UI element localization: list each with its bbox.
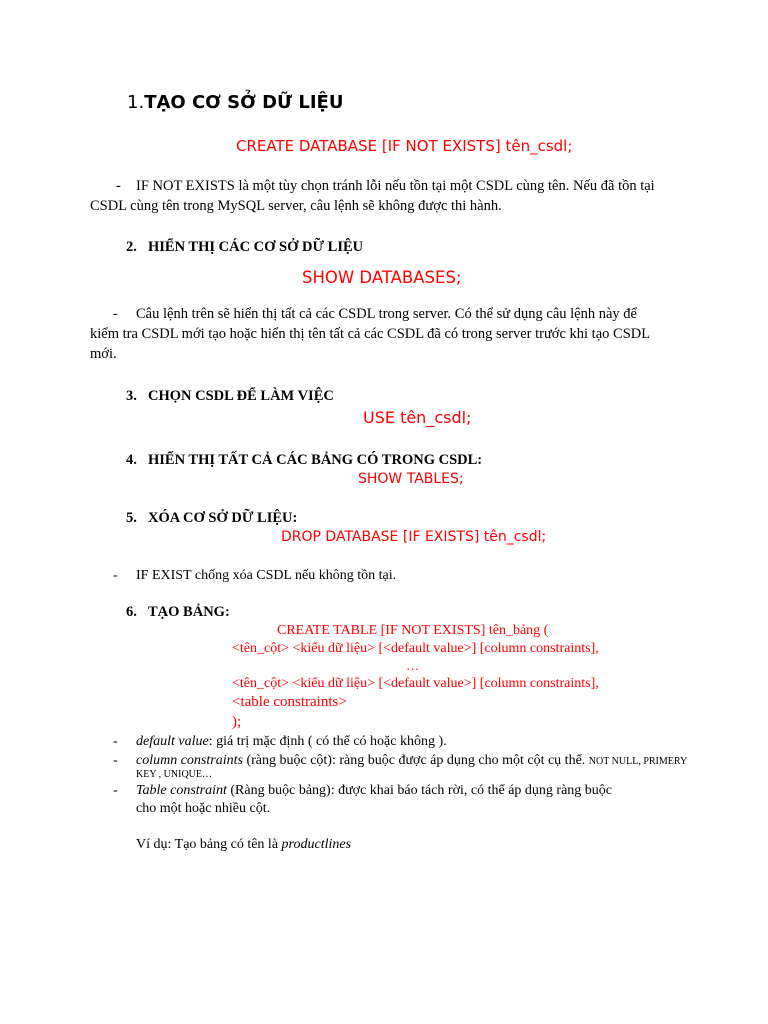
show-tables-syntax: SHOW TABLES; — [358, 471, 464, 487]
table-constraint-bullet — [136, 783, 612, 799]
term: column constraints — [136, 753, 243, 768]
definition: (ràng buộc cột): ràng buộc được áp dụng cho một cột cụ thể. — [242, 753, 586, 768]
bullet-dash: - — [113, 306, 118, 322]
example-table-name: productlines — [281, 837, 352, 852]
section-3-number: 3. — [126, 388, 137, 404]
definition: (Ràng buộc bảng): được khai báo tách rời, có thể áp dụng ràng buộc — [226, 783, 612, 798]
s5-note: IF EXIST chống xóa CSDL nếu không tồn tại. — [136, 568, 397, 583]
example-prefix: Ví dụ: Tạo bảng có tên là — [136, 837, 282, 852]
section-4-title: HIỂN THỊ TẤT CẢ CÁC BẢNG CÓ TRONG CSDL: — [148, 452, 483, 468]
constraint-examples-continued: KEY , UNIQUE… — [136, 769, 213, 780]
bullet-dash: - — [113, 753, 118, 768]
s2-paragraph-line3: mới. — [90, 346, 117, 362]
bullet-dash: - — [113, 568, 118, 583]
table-constraint-continued: cho một hoặc nhiều cột. — [136, 801, 271, 816]
s2-paragraph-line1: Câu lệnh trên sẽ hiển thị tất cả các CSDL trong server. Có thể sử dụng câu lệnh này để — [136, 306, 637, 322]
s2-paragraph-line2: kiểm tra CSDL mới tạo hoặc hiển thị tên tất cả các CSDL đã có trong server trước khi tạo CSDL — [90, 326, 651, 342]
column-constraints-bullet — [136, 753, 687, 769]
example-line — [136, 837, 351, 853]
definition: : giá trị mặc định ( có thể có hoặc không ). — [208, 734, 447, 749]
ellipsis-line: … — [406, 658, 419, 673]
section-6-number: 6. — [126, 604, 137, 620]
constraint-examples: NOT NULL, PRIMERY — [588, 756, 688, 767]
heading-1 — [127, 92, 343, 113]
s1-paragraph-line2: CSDL cùng tên trong MySQL server, câu lệnh sẽ không được thi hành. — [90, 198, 502, 214]
drop-database-syntax: DROP DATABASE [IF EXISTS] tên_csdl; — [281, 529, 547, 545]
use-syntax: USE tên_csdl; — [363, 408, 472, 427]
bullet-dash: - — [113, 734, 118, 749]
section-6-title: TẠO BẢNG: — [148, 604, 230, 620]
closing-paren-line: ); — [232, 714, 242, 730]
column-definition-line: <tên_cột> <kiểu dữ liệu> [<default value>] [column constraints], — [232, 641, 599, 656]
create-table-line: CREATE TABLE [IF NOT EXISTS] tên_bảng ( — [277, 623, 549, 638]
bullet-dash: - — [116, 178, 121, 194]
section-4-number: 4. — [126, 452, 137, 468]
table-constraints-line: <table constraints> — [232, 694, 347, 710]
heading-1-title: TẠO CƠ SỞ DỮ LIỆU — [144, 92, 344, 113]
default-value-bullet — [136, 734, 447, 750]
section-2-number: 2. — [126, 239, 137, 255]
s1-paragraph-line1: IF NOT EXISTS là một tùy chọn tránh lỗi nếu tồn tại một CSDL cùng tên. Nếu đã tồn tại — [136, 178, 655, 194]
show-databases-syntax: SHOW DATABASES; — [302, 268, 462, 287]
term: Table constraint — [136, 783, 227, 798]
section-2-title: HIỂN THỊ CÁC CƠ SỞ DỮ LIỆU — [148, 239, 364, 255]
section-3-title: CHỌN CSDL ĐỂ LÀM VIỆC — [148, 388, 334, 404]
create-database-syntax: CREATE DATABASE [IF NOT EXISTS] tên_csdl; — [236, 137, 573, 155]
section-5-number: 5. — [126, 510, 137, 526]
heading-1-number: 1. — [127, 92, 145, 113]
column-definition-line: <tên_cột> <kiểu dữ liệu> [<default value>] [column constraints], — [232, 676, 599, 691]
term: default value — [136, 734, 209, 749]
bullet-dash: - — [113, 783, 118, 798]
section-5-title: XÓA CƠ SỞ DỮ LIỆU: — [148, 510, 298, 526]
